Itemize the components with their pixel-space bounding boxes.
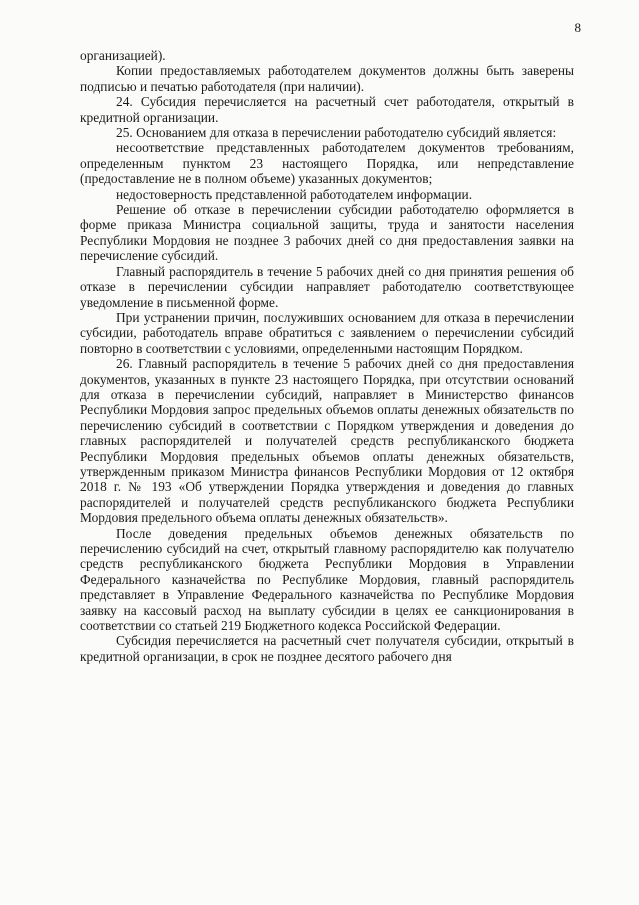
paragraph-2: Копии предоставляемых работодателем документов должны быть заверены подписью и печатью работодателя (при наличии).	[80, 63, 574, 94]
paragraph-9: При устранении причин, послуживших основанием для отказа в перечислении субсидии, работодатель вправе обратиться с заявлением о перечислении субсидий повторно в соответствии с условиями, определенными настоящим Порядком.	[80, 309, 574, 356]
paragraph-4: 25. Основанием для отказа в перечислении работодателю субсидий является:	[116, 125, 557, 141]
paragraph-5: несоответствие представленных работодателем документов требованиям, определенным пунктом 23 настоящего Порядка, или непредставление (предоставление не в полном объеме) указанных документов;	[80, 140, 574, 187]
paragraph-1: организацией).	[80, 48, 166, 63]
document-body	[80, 48, 574, 664]
paragraph-7: Решение об отказе в перечислении субсидии работодателю оформляется в форме приказа Министра социальной защиты, труда и занятости населения Республики Мордовия не позднее 3 рабочих дней со дня предоставления заявки на перечисление субсидий.	[80, 202, 574, 264]
paragraph-10: 26. Главный распорядитель в течение 5 рабочих дней со дня предоставления документов, указанных в пункте 23 настоящего Порядка, при отсутствии оснований для отказа в перечислении субсидий, направляет в Министерство финансов Республики Мордовия запрос предельных объемов оплаты денежных обязательств по перечислению субсидий в соответствии с Порядком утверждения и доведения до главных распорядителей и получателей средств республиканского бюджета Республики Мордовия предельных объемов оплаты денежных обязательств, утвержденным приказом Министра финансов Республики Мордовия от 12 октября 2018 г. № 193 «Об утверждении Порядка утверждения и доведения до главных распорядителей и получателей средств республиканского бюджета Республики Мордовия предельного объема оплаты денежных обязательств».	[80, 356, 574, 526]
paragraph-3: 24. Субсидия перечисляется на расчетный счет работодателя, открытый в кредитной организации.	[80, 94, 574, 125]
paragraph-11: После доведения предельных объемов денежных обязательств по перечислению субсидий на счет, открытый главному распорядителю как получателю средств республиканского бюджета Республики Мордовия в Управлении Федерального казначейства по Республике Мордовия, главный распорядитель представляет в Управление Федерального казначейства по Республике Мордовия заявку на кассовый расход на выплату субсидии в целях ее санкционирования в соответствии со статьей 219 Бюджетного кодекса Российской Федерации.	[80, 525, 574, 634]
paragraph-12: Субсидия перечисляется на расчетный счет получателя субсидии, открытый в кредитной организации, в срок не позднее десятого рабочего дня	[80, 633, 574, 664]
paragraph-8: Главный распорядитель в течение 5 рабочих дней со дня принятия решения об отказе в перечислении субсидии направляет работодателю соответствующее уведомление в письменной форме.	[80, 263, 574, 310]
paragraph-6: недостоверность представленной работодателем информации.	[116, 186, 473, 202]
page-number: 8	[574, 20, 581, 35]
